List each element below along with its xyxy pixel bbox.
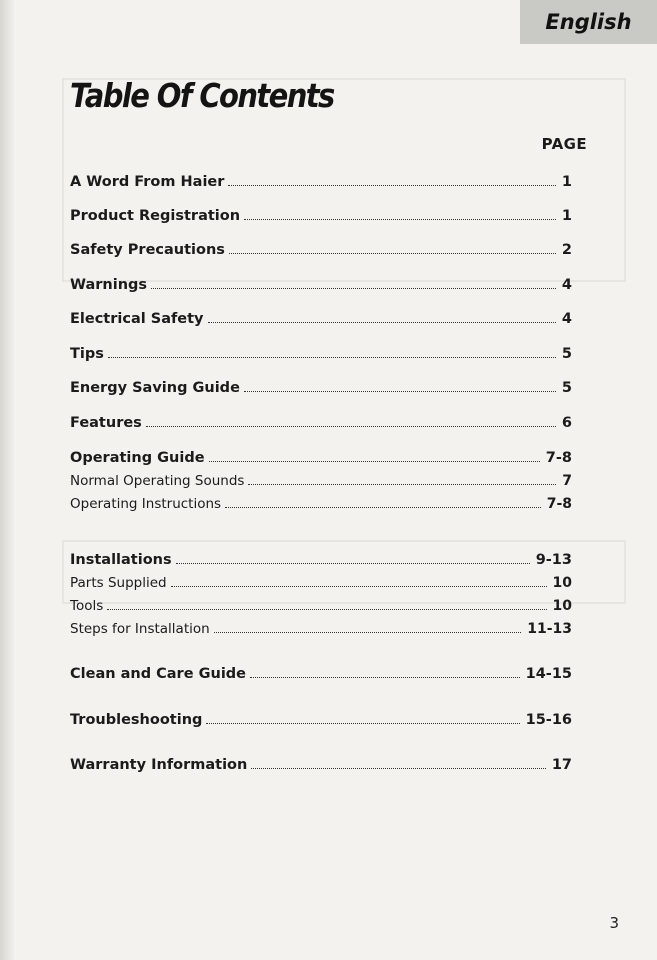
toc-entry-page: 4: [561, 311, 572, 327]
toc-entry: [70, 469, 572, 489]
dot-leader: [108, 357, 556, 358]
toc-entry-label: Warnings: [70, 277, 148, 293]
dot-leader: [176, 563, 530, 564]
page-edge: [0, 0, 14, 960]
dot-leader: [250, 677, 520, 678]
toc-entry-label: Product Registration: [70, 208, 241, 224]
toc-entry: [70, 273, 572, 293]
toc-entry-label: Tools: [70, 598, 104, 614]
dot-leader: [251, 768, 545, 769]
dot-leader: [244, 391, 556, 392]
toc-entry-label: Clean and Care Guide: [70, 666, 247, 682]
toc-entry-label: Installations: [70, 552, 172, 568]
toc-entry-label: Safety Precautions: [70, 242, 225, 258]
dot-leader: [206, 723, 519, 724]
dot-leader: [229, 253, 556, 254]
toc-entry-label: Tips: [70, 346, 104, 362]
toc-entry-page: 1: [561, 208, 572, 224]
toc-entry-page: 7-8: [546, 496, 572, 512]
toc-entry-label: Normal Operating Sounds: [70, 473, 245, 489]
toc-entry-page: 2: [561, 242, 572, 258]
dot-leader: [171, 586, 547, 587]
page-column-label: PAGE: [541, 135, 587, 153]
dot-leader: [214, 632, 522, 633]
toc-entry-page: 5: [561, 380, 572, 396]
toc-entry-page: 15-16: [525, 712, 572, 728]
toc-entry-page: 9-13: [535, 552, 572, 568]
dot-leader: [146, 426, 556, 427]
toc-entry: [70, 307, 572, 327]
toc-entry-page: 10: [552, 598, 572, 614]
dot-leader: [208, 322, 556, 323]
dot-leader: [225, 507, 541, 508]
toc-entry-label: Parts Supplied: [70, 575, 167, 591]
toc-entry-page: 10: [552, 575, 572, 591]
toc-entry: [70, 238, 572, 258]
toc-entry-page: 7: [562, 473, 572, 489]
dot-leader: [107, 609, 546, 610]
toc-entry-label: Energy Saving Guide: [70, 380, 240, 396]
toc-entry-label: A Word From Haier: [70, 174, 225, 190]
toc-entry: [70, 376, 572, 396]
toc-entry: [70, 446, 572, 466]
toc-entry: [70, 708, 572, 728]
toc-entry-page: 5: [561, 346, 572, 362]
toc-entry: [70, 342, 572, 362]
page-number: 3: [609, 914, 619, 932]
toc-entry: [70, 492, 572, 512]
toc-entry-label: Operating Instructions: [70, 496, 222, 512]
dot-leader: [228, 185, 555, 186]
toc-entry-label: Warranty Information: [70, 757, 248, 773]
toc-entry: [70, 571, 572, 591]
toc-entry: [70, 170, 572, 190]
dot-leader: [209, 461, 540, 462]
toc-entry-label: Features: [70, 415, 142, 431]
toc-entry-label: Operating Guide: [70, 450, 205, 466]
toc-entry: [70, 662, 572, 682]
toc-entry: [70, 548, 572, 568]
toc-entry-page: 6: [561, 415, 572, 431]
toc-entry: [70, 594, 572, 614]
toc-entry-page: 7-8: [545, 450, 572, 466]
toc-entry-page: 4: [561, 277, 572, 293]
toc-entry-page: 1: [561, 174, 572, 190]
toc-entry-label: Steps for Installation: [70, 621, 210, 637]
toc-entry-label: Troubleshooting: [70, 712, 203, 728]
dot-leader: [248, 484, 556, 485]
toc-entry-page: 11-13: [527, 621, 572, 637]
language-tab: English: [520, 0, 657, 44]
dot-leader: [151, 288, 556, 289]
toc-entry-page: 14-15: [525, 666, 572, 682]
toc-entry: [70, 617, 572, 637]
toc-entry: [70, 204, 572, 224]
page-title: Table Of Contents: [70, 77, 334, 116]
toc-entry: [70, 753, 572, 773]
dot-leader: [244, 219, 556, 220]
toc-entry-page: 17: [551, 757, 572, 773]
toc-entry: [70, 411, 572, 431]
toc-entry-label: Electrical Safety: [70, 311, 204, 327]
